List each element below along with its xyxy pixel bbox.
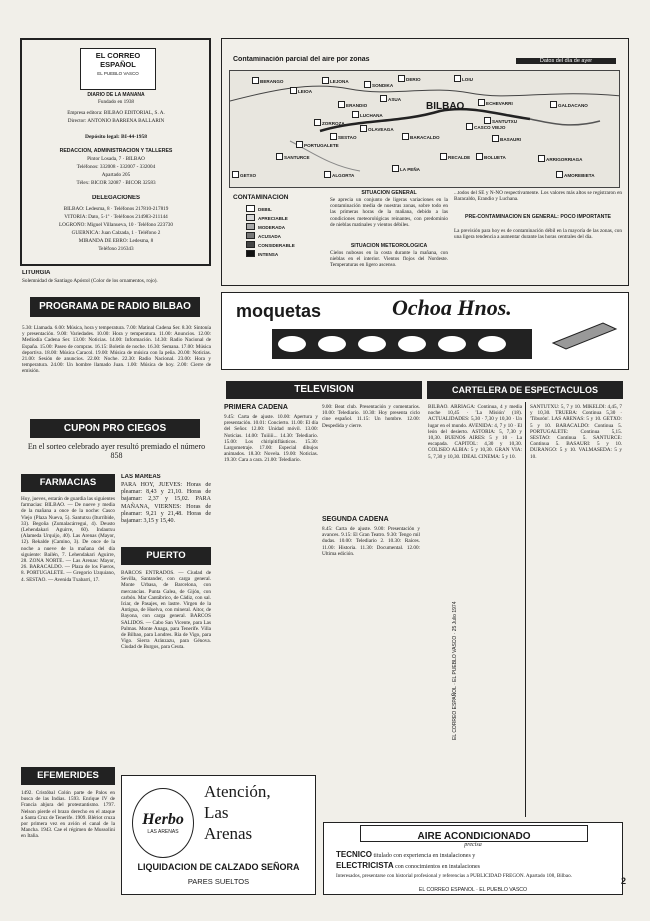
herbo-liquidacion: LIQUIDACION DE CALZADO SEÑORA [137, 862, 300, 872]
herbo-logo [132, 788, 194, 858]
meteo-title: SITUACION METEOROLOGICA [350, 243, 428, 249]
cupon-header: CUPON PRO CIEGOS [30, 419, 200, 438]
map-place: AMOREBIETA [556, 171, 595, 178]
liturgia-title: LITURGIA [22, 270, 51, 276]
moquetas-pattern [272, 329, 532, 359]
delegaciones-title: DELEGACIONES [91, 195, 140, 201]
farmacias-header: FARMACIAS [21, 474, 115, 492]
herbo-pares: PARES SUELTOS [187, 877, 250, 886]
map-place: LEJONA [322, 77, 349, 84]
map-place: LUCHANA [352, 111, 383, 118]
aire-small: Interesados, presentarse con historial profesional y referencias a PUBLICIDAD FREGON. Apartado 108, Bilbao. [336, 873, 572, 879]
masthead-sub: EL PUEBLO VASCO [97, 71, 139, 76]
herbo-line2: Las [204, 803, 229, 822]
masthead-name: EL CORREO ESPAÑOL [95, 51, 141, 69]
delegaciones-line-1: BILBAO: Ledesma, 8 · Teléfonos 217810-217819 [63, 206, 169, 212]
cartelera-col2: SANTUTXU: 5, 7 y 10. MIKELDI: 4,45, 7 y 10,30. TRUEBA: Continua 5,30 · 'Tiburón'. LAS ARENAS: 5 y 10. GETXO: 5 y 10. BARACALDO: Continua 5. PORTUGALETE: Continua 5,15. SESTAO: Continua 5. SANTURCE: Continua 5. BASAURI: 5 y 10. DURANGO: 5 y 10. VALMASEDA: 5 y 10. [530, 404, 622, 460]
map-place: SANTURCE [276, 153, 310, 160]
herbo-ad [121, 775, 316, 895]
herbo-line3: Arenas [204, 824, 253, 843]
masthead-fundado: Fundado en 1938 [97, 99, 135, 105]
masthead-deposito: Depósito legal: BI-44-1958 [84, 134, 148, 140]
tv-primera-title: PRIMERA CADENA [224, 404, 288, 411]
legend-level-1: DEBIL [246, 205, 272, 212]
contamination-map [229, 70, 620, 188]
redaccion-line-2: Teléfonos: 332008 - 332007 - 332004 [76, 164, 156, 170]
redaccion-line-1: Pintor Losada, 7 · BILBAO [87, 156, 145, 162]
aire-line1: TECNICO titulado con experiencia en instalaciones y [336, 850, 476, 859]
moquetas-word: moquetas [236, 301, 322, 321]
cartelera-col1: BILBAO. ARRIAGA: Continua, 4 y media noche 10,45 · 'La Misión' (18). ACTUALIDADES: 5,30 · 7,30 y 10,30 · Un lugar en el mundo. AVENIDA: 4, 7 y 10 · El león del desierto. ASTORIA: 5, 7,30 y 10,30. BUENOS AIRES: 5 y 10 · La escapada. CAPITOL: 4,30 y 10,30. COLISEO ALBIA: 5 y 10,30. GRAN VIA: 5, 7,30 y 10,30. IDEAL CINEMA: 5 y 10. [428, 404, 522, 460]
tv-segunda-text: 8.45: Carta de ajuste. 9.00: Presentación y avances. 9.15: El Gran Teatro. 9.30: Tengo mil dudas. 10.00: Telediario 2. 10.30: Raíces. 11.00: Historia. 11.30: Documental. 12.00: Ultima edición. [322, 526, 420, 557]
delegaciones-line-3: LOGROÑO: Miguel Villanueva, 10 · Teléfono 223730 [59, 222, 173, 228]
legend-level-4: ACUSADA [246, 232, 281, 239]
liturgia-text: Solemnidad de Santiago Apóstol (Color de los ornamentos, rojo). [22, 278, 158, 284]
map-place: BERANGO [252, 77, 283, 84]
legend-level-2: APRECIABLE [246, 214, 288, 221]
precont-title: PRE-CONTAMINACION EN GENERAL: POCO IMPORTANTE [465, 214, 611, 220]
cupon-text: En el sorteo celebrado ayer resultó premiado el número 858 [27, 442, 206, 460]
delegaciones-line-5: MIRANDA DE EBRO: Ledesma, 8 [78, 238, 154, 244]
masthead-box [20, 38, 211, 266]
redaccion-line-3: Apartado 205 [101, 172, 131, 178]
masthead-empresa: Empresa editora: BILBAO EDITORIAL, S. A. [67, 110, 165, 116]
aire-title-box [360, 825, 588, 842]
map-place: GETXO [232, 171, 256, 178]
map-place: SONDIKA [364, 81, 393, 88]
footer-side-text: EL CORREO ESPAÑOL · EL PUEBLO VASCO · 25 Julio 1974 [452, 601, 458, 740]
map-place: ARRIGORRIAGA [538, 155, 583, 162]
tv-col2-text: 9.00: Beat club. Presentación y comentarios. 10.00: Telediario. 10.30: Hoy presenta ciclo cine español. 11.15: Un hombre. 12.00: Despedida y cierre. [322, 404, 420, 429]
efemerides-header: EFEMERIDES [21, 767, 115, 785]
legend-level-5: CONSIDERABLE [246, 241, 295, 248]
map-place: DERIO [398, 75, 421, 82]
cartelera-header: CARTELERA DE ESPECTACULOS [427, 381, 623, 399]
map-place: ALGORTA [324, 171, 354, 178]
map-place: PORTUGALETE [296, 141, 339, 148]
herbo-logo-sub: LAS ARENAS [147, 829, 179, 835]
map-place: ERANDIO [338, 101, 367, 108]
aire-bottom: EL CORREO ESPAÑOL · EL PUEBLO VASCO [418, 887, 528, 893]
tv-segunda-title: SEGUNDA CADENA [322, 516, 389, 523]
situacion-title: SITUACION GENERAL [361, 190, 417, 196]
contam-right-text: ...todos del SE y N-NO respectivamente. Los valores más altos se registraron en Baracaldo, Erandio y Luchana. [454, 190, 622, 203]
aire-ad [323, 822, 623, 895]
tv-primera-text: 9.45: Carta de ajuste. 10.00: Apertura y presentación. 10.01: Concierto. 11.00: El día del Señor. 12.00: Unidad móvil. 13.00: Noticias. 14.00: Tuiiiii... 14.30: Telediario. 15.00: Los chiripitifláuticos. 15.30: Largometraje. 17.00: Especial dibujos animados. 18.30: Novela. 19.00: Noticias. 19.30: Cara a cara. 21.00: Telediario. [224, 414, 318, 464]
legend-level-6: INTENSA [246, 250, 278, 257]
map-place: CASCO VIEJO [466, 123, 505, 130]
tv-header: TELEVISION [226, 381, 422, 399]
mareas-title: LAS MAREAS [121, 474, 161, 480]
map-place: ECHEVARRI [478, 99, 513, 106]
map-place: OLAVEAGA [360, 125, 394, 132]
moquetas-carpet-roll [548, 313, 618, 353]
map-city-bilbao: BILBAO [426, 101, 465, 112]
map-title: Contaminación parcial del aire por zonas [233, 56, 370, 63]
farmacias-text: Hoy, jueves, estarán de guardia las siguientes farmacias: BILBAO. — De nueve y media de la mañana a once de la noche: Casco Viejo (Plaza Nueva, 5). Santutxu (Iturribide, 33). Begoña (Zumalacárregui, 4). Deusto (Lehendakari Aguirre, 60). Indautxu (Alameda Urquijo, 40). Las Arenas (Mayor, 12). Rekalde (Camino, 3). De once de la noche a nueve de la mañana del día siguiente: Bailén, 7. Lehendakari Aguirre, 28. ZONA NORTE. — Las Arenas: Mayor, 26. BARACALDO. — Plaza de los Fueros, 8. PORTUGALETE. — Gregorio Uzquiano, 4. SESTAO. — Avenida Txabarri, 17. [21, 496, 115, 583]
map-place: BASAURI [492, 135, 521, 142]
situacion-text: Se aprecia un conjunto de ligeras variaciones en la contaminación media de nuestras zonas, sobre todo en las primeras horas de la mañana, debido a las condiciones meteorológicas reinantes, con predominio de nieblas matinales y vientos débiles. [330, 197, 448, 228]
aire-title: AIRE ACONDICIONADO [417, 831, 531, 842]
radio-header: PROGRAMA DE RADIO BILBAO [30, 297, 200, 317]
map-place: RECALDE [440, 153, 470, 160]
map-place: LOIU [454, 75, 473, 82]
page-number: 2 [621, 876, 627, 886]
redaccion-title: REDACCION, ADMINISTRACION Y TALLERES [59, 148, 173, 154]
delegaciones-line-6: Teléfono 216343 [98, 246, 134, 252]
delegaciones-line-4: GUERNICA: Juan Calzada, 1 · Teléfono 2 [71, 230, 161, 236]
meteo-text: Cielos nubosos en la costa durante la mañana, con nieblas en el interior. Vientos flojos del Nordeste. Temperaturas en ligero ascenso. [330, 250, 448, 269]
redaccion-line-4: Télex: BICOR 32087 · BICOR 32583 [76, 180, 156, 186]
map-place: ZORROZA [314, 119, 345, 126]
map-subtitle: Datos del día de ayer [516, 58, 616, 64]
aire-line2: ELECTRICISTA con conocimientos en instalaciones [336, 861, 480, 870]
map-place: ASUA [380, 95, 401, 102]
herbo-line1: Atención, [204, 782, 271, 801]
masthead-diario: DIARIO DE LA MAÑANA [87, 92, 145, 98]
herbo-logo-text: Herbo [142, 811, 184, 828]
map-place: SESTAO [330, 133, 357, 140]
radio-text: 5.30: Llamada. 6.00: Música, hora y temperatura. 7.00: Matinal Cadena Ser. 8.30: Sintonía y presentación. 9.00: Variedades. 10.00: Hora y temperatura. 11.00: Anuncios. 12.00: Mediodía Cadena Ser. 13.00: Noticias. 14.00: Información. 14.30: Radio Nacional de España. 15.00: Paseo de compras. 16.15: Boletín de noche. 16.30: Semana. 17.00: Música deportiva. 18.00: Música Caracol. 19.00: Música de música con Ia peña. 20.00: Noticias. 21.00: Sesión de anuncios. 22.00: Noche. 22.30: Radio Nacional. 23.00: Hora y temperatura. 24.00: Un hombre llamado Juan. 1.00: Música de hoy. 2.00: Cierre de emisión. [22, 325, 211, 375]
masthead-logo [80, 48, 156, 90]
contam-title: CONTAMINACION [233, 194, 289, 201]
masthead-director: Director: ANTONIO BARRENA BALLARIN [67, 118, 165, 124]
cartelera-divider [525, 402, 526, 817]
puerto-text: BARCOS ENTRADOS. — Ciudad de Sevilla, Santander, con carga general. Monte Urbasa, de Barcelona, con mercancías. Punta Galea, de Gijón, con carbón. Mar Cantábrico, de Cádiz, con sal. Iciar, de Pasajes, en lastre. Virgen de la Antigua, de Huelva, con mineral. Aitor, de Bayona, con carga general. BARCOS SALIDOS. — Cabo San Vicente, para Las Palmas. Monte Anaga, para Tenerife. Villa de Bilbao, para Londres. Ría de Vigo, para Vigo. Sierra Aránzazu, para Génova. Ciudad de Burgos, para Ceuta. [121, 570, 211, 651]
legend-level-3: MODERADA [246, 223, 285, 230]
moquetas-ad [221, 292, 629, 370]
map-place: BOLUETA [476, 153, 506, 160]
map-place: GALDACANO [550, 101, 588, 108]
precont-text: La previsión para hoy es de contaminación débil en la mayoría de las zonas, con una ligera tendencia a aumentar durante las horas centrales del día. [454, 228, 622, 241]
mareas-text: PARA HOY, JUEVES: Horas de pleamar: 8,43 y 21,10. Horas de bajamar: 2,37 y 15,02. PARA MAÑANA, VIERNES: Horas de pleamar: 9,21 y 21,48. Horas de bajamar: 3,15 y 15,40. [121, 482, 211, 525]
map-place: LA PEÑA [392, 165, 420, 172]
map-place: BARACALDO [402, 133, 440, 140]
delegaciones-line-2: VITORIA: Dato, 5·1º · Teléfonos 214983-211144 [64, 214, 168, 220]
moquetas-brand: Ochoa Hnos. [392, 295, 512, 320]
efemerides-text: 1492. Cristóbal Colón parte de Palos en busca de las Indias. 1593. Enrique IV de Francia abjura del protestantismo. 1797. Nelson pierde el brazo derecho en el ataque a Santa Cruz de Tenerife. 1909. Blériot cruza por primera vez en avión el canal de la Mancha. 1943. Cae el régimen de Mussolini en Italia. [21, 790, 115, 840]
aire-precisa: precisa [464, 842, 482, 848]
map-place: SANTUTXU [484, 117, 517, 124]
map-place: LEIOA [290, 87, 312, 94]
puerto-header: PUERTO [121, 547, 211, 565]
